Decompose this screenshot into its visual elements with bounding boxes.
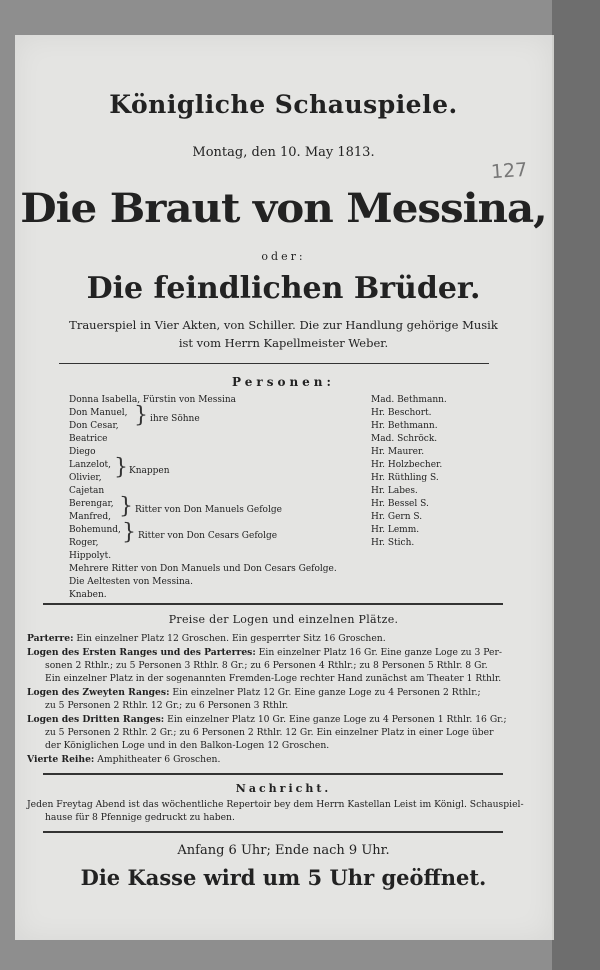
role: Don Cesar, (69, 421, 119, 431)
role: Bohemund, (69, 525, 121, 535)
price-line-text: Ein einzelner Platz 10 Gr. Eine ganze Loge zu 4 Personen 1 Rthlr. 16 Gr.; (164, 714, 507, 725)
price-line (27, 714, 507, 725)
actor: Mad. Schröck. (371, 434, 438, 444)
play-title: Die Braut von Messina, (20, 185, 547, 232)
price-line-text: Ein einzelner Platz 16 Gr. Eine ganze Loge zu 3 Per- (255, 647, 502, 658)
actor: Hr. Rüthling S. (371, 473, 439, 483)
play-description-2: ist vom Herrn Kapellmeister Weber. (178, 336, 389, 350)
price-line (45, 727, 494, 738)
actor: Hr. Lemm. (371, 525, 420, 535)
price-line-text: zu 5 Personen 2 Rthlr. 2 Gr.; zu 6 Personen 2 Rthlr. 12 Gr. Ein einzelner Platz in einer Loge über (45, 727, 494, 738)
divider (59, 363, 489, 364)
price-line-text: Ein einzelner Platz 12 Gr. Eine ganze Loge zu 4 Personen 2 Rthlr.; (169, 687, 481, 698)
divider (43, 831, 503, 833)
role: Donna Isabella, Fürstin von Messina (69, 395, 237, 405)
scan-edge (552, 0, 600, 970)
role: ihre Söhne (150, 414, 200, 424)
role: Knaben. (69, 590, 107, 600)
actor: Hr. Bessel S. (371, 499, 429, 509)
notice-heading: Nachricht. (235, 782, 332, 795)
play-subtitle: Die feindlichen Brüder. (86, 271, 481, 306)
archive-number: 127 (490, 158, 528, 184)
divider (43, 603, 503, 605)
price-line-text: Amphitheater 6 Groschen. (94, 754, 221, 765)
brace: } (114, 455, 128, 480)
prices-heading: Preise der Logen und einzelnen Plätze. (168, 613, 399, 626)
role: Diego (69, 447, 96, 457)
price-line (45, 740, 329, 751)
role: Die Aeltesten von Messina. (69, 577, 193, 587)
oder-label: oder: (261, 250, 306, 263)
divider (43, 773, 503, 775)
price-line-label: Parterre: (27, 633, 74, 644)
actor: Hr. Labes. (371, 486, 418, 496)
actor: Hr. Gern S. (371, 512, 423, 522)
role: Hippolyt. (69, 551, 112, 561)
start-end-times: Anfang 6 Uhr; Ende nach 9 Uhr. (177, 843, 390, 858)
price-line (45, 673, 501, 684)
role: Lanzelot, (69, 460, 111, 470)
actor: Hr. Holzbecher. (371, 460, 443, 470)
price-line-label: Logen des Zweyten Ranges: (27, 687, 170, 698)
play-description-1: Trauerspiel in Vier Akten, von Schiller. Die zur Handlung gehörige Musik (69, 318, 498, 332)
role: Ritter von Don Manuels Gefolge (135, 505, 282, 515)
role: Roger, (69, 538, 99, 548)
playbill-page (15, 35, 554, 940)
actor: Hr. Stich. (371, 538, 415, 548)
brace: } (122, 520, 136, 545)
price-line (27, 633, 386, 644)
cast-heading: Personen: (232, 375, 335, 389)
price-line-label: Vierte Reihe: (27, 754, 95, 765)
role: Cajetan (69, 486, 105, 496)
price-line-text: Ein einzelner Platz 12 Groschen. Ein gesperrter Sitz 16 Groschen. (73, 633, 386, 644)
price-line-text: sonen 2 Rthlr.; zu 5 Personen 3 Rthlr. 8 Gr.; zu 6 Personen 4 Rthlr.; zu 8 Personen 5 Rthlr. 8 Gr. (45, 660, 488, 671)
price-line-text: zu 5 Personen 2 Rthlr. 12 Gr.; zu 6 Personen 3 Rthlr. (45, 700, 289, 711)
role: Ritter von Don Cesars Gefolge (138, 531, 278, 541)
performance-date: Montag, den 10. May 1813. (192, 145, 375, 160)
brace: } (119, 494, 133, 519)
theater-name: Königliche Schauspiele. (109, 90, 458, 119)
price-line-label: Logen des Ersten Ranges und des Parterres: (27, 647, 256, 658)
actor: Mad. Bethmann. (371, 395, 447, 405)
price-line-text: Ein einzelner Platz in der sogenannten Fremden-Loge rechter Hand zunächst am Theater 1 Rthlr. (45, 673, 502, 684)
actor: Hr. Maurer. (371, 447, 425, 457)
notice-line-2: hause für 8 Pfennige gedruckt zu haben. (45, 812, 235, 823)
role: Knappen (129, 466, 170, 476)
role: Mehrere Ritter von Don Manuels und Don Cesars Gefolge. (69, 564, 337, 574)
price-line (27, 647, 502, 658)
role: Don Manuel, (69, 408, 128, 418)
brace: } (134, 403, 148, 428)
actor: Hr. Beschort. (371, 408, 432, 418)
role: Berengar, (69, 499, 114, 509)
notice-line-1: Jeden Freytag Abend ist das wöchentliche Repertoir bey dem Herrn Kastellan Leist im Königl. Schauspiel- (27, 799, 524, 810)
box-office-opening: Die Kasse wird um 5 Uhr geöffnet. (80, 865, 487, 890)
price-line (45, 660, 488, 671)
actor: Hr. Bethmann. (371, 421, 438, 431)
role: Beatrice (69, 434, 108, 444)
price-line-text: der Königlichen Loge und in den Balkon-Logen 12 Groschen. (45, 740, 330, 751)
price-line (45, 700, 288, 711)
role: Manfred, (69, 512, 111, 522)
price-line (27, 687, 481, 698)
price-line-label: Logen des Dritten Ranges: (27, 714, 165, 725)
price-line (27, 754, 220, 765)
role: Olivier, (69, 473, 102, 483)
